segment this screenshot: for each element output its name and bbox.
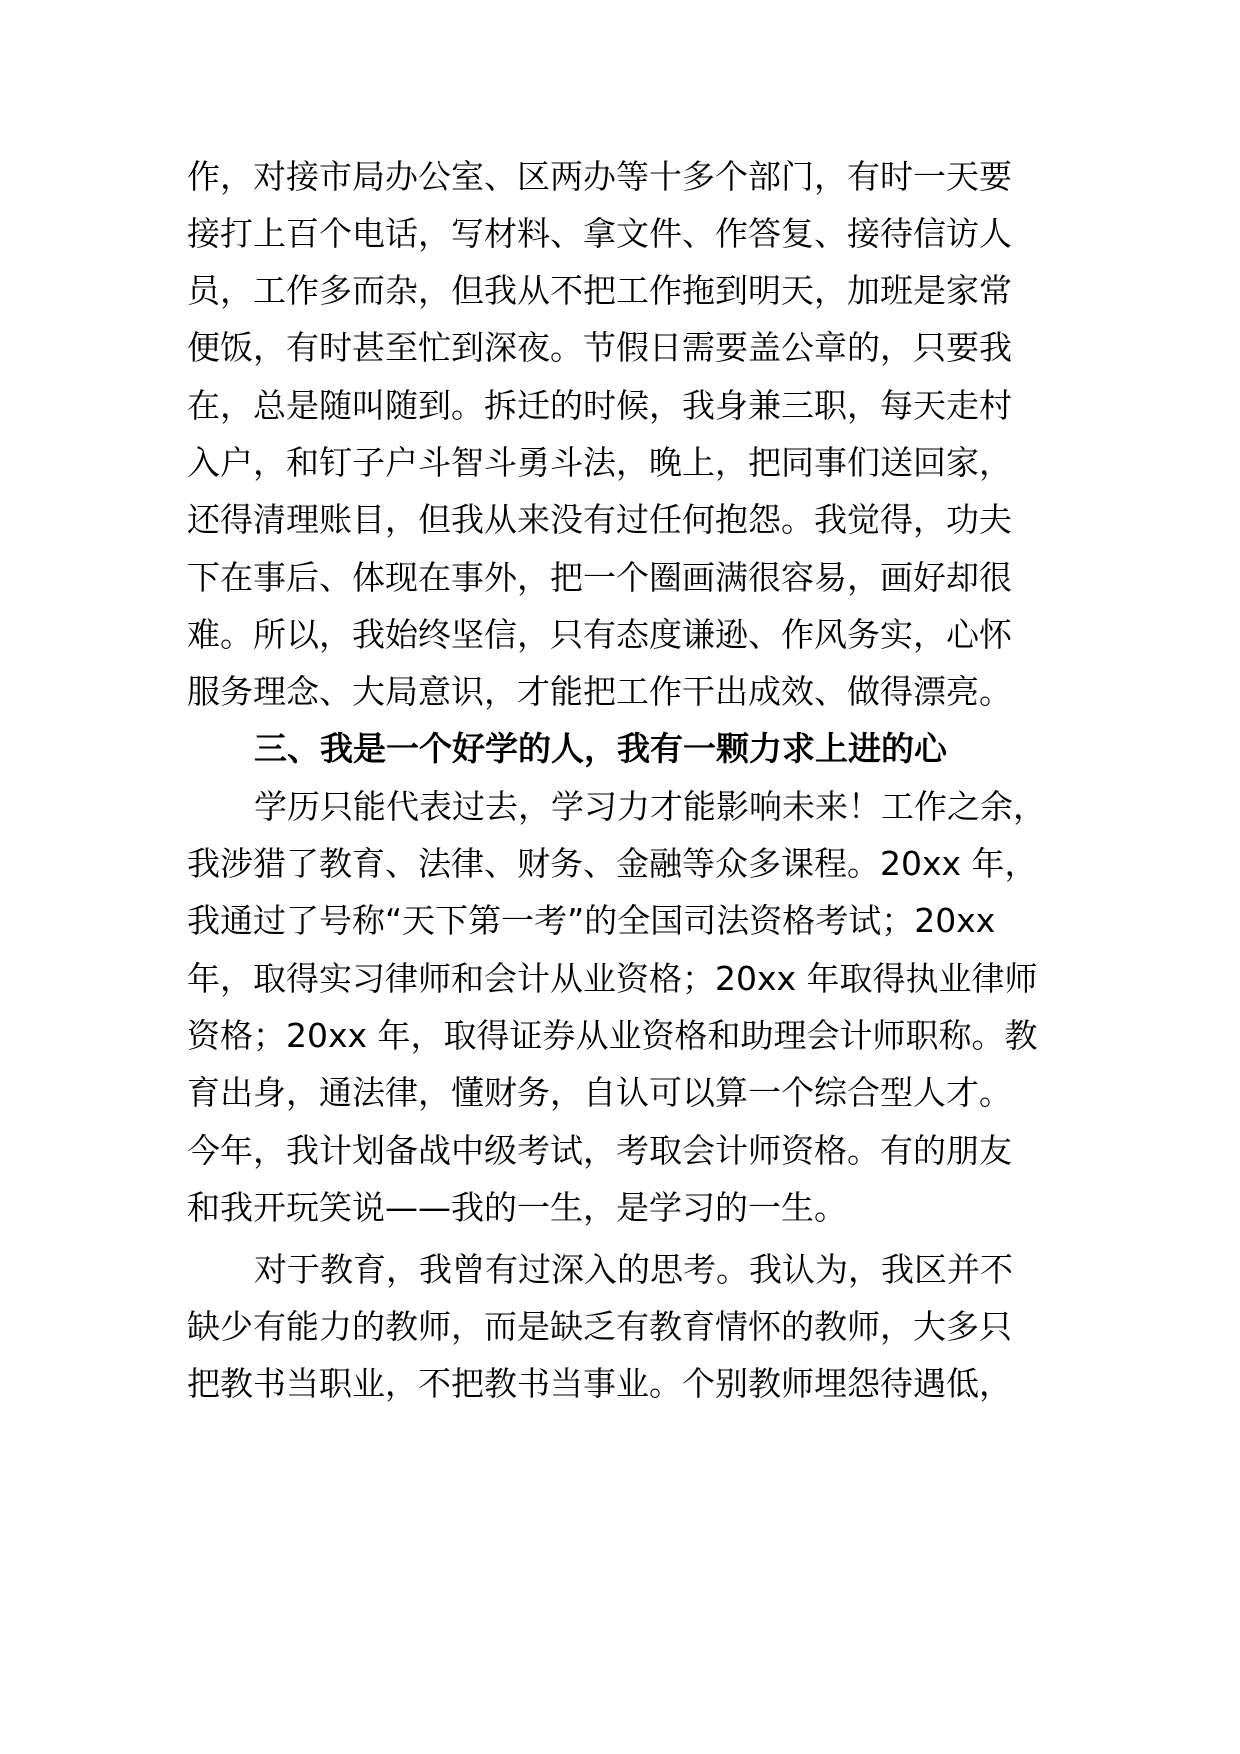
text-line: 对于教育，我曾有过深入的思考。我认为，我区并不 — [254, 1250, 1013, 1289]
text-line: 年，取得实习律师和会计从业资格；20xx 年取得执业律师 — [187, 959, 1038, 998]
section-heading: 三、我是一个好学的人，我有一颗力求上进的心 — [254, 729, 947, 768]
text-line: 今年，我计划备战中级考试，考取会计师资格。有的朋友 — [187, 1131, 1012, 1170]
text-line: 便饭，有时甚至忙到深夜。节假日需要盖公章的，只要我 — [187, 328, 1012, 367]
text-line: 服务理念、大局意识，才能把工作干出成效、做得漂亮。 — [187, 672, 1012, 711]
text-line: 还得清理账目，但我从来没有过任何抱怨。我觉得，功夫 — [187, 500, 1012, 539]
text-line: 入户，和钉子户斗智斗勇斗法，晚上，把同事们送回家， — [187, 443, 1012, 482]
text-line: 接打上百个电话，写材料、拿文件、作答复、接待信访人 — [187, 214, 1012, 253]
text-line: 员，工作多而杂，但我从不把工作拖到明天，加班是家常 — [187, 271, 1012, 310]
text-line: 资格；20xx 年，取得证券从业资格和助理会计师职称。教 — [187, 1016, 1038, 1055]
text-line: 育出身，通法律，懂财务，自认可以算一个综合型人才。 — [187, 1073, 1012, 1112]
text-line: 我通过了号称“天下第一考”的全国司法资格考试；20xx — [187, 901, 996, 940]
text-line: 难。所以，我始终坚信，只有态度谦逊、作风务实，心怀 — [187, 615, 1012, 654]
text-line: 在，总是随叫随到。拆迁的时候，我身兼三职，每天走村 — [187, 386, 1012, 425]
text-line: 作，对接市局办公室、区两办等十多个部门，有时一天要 — [187, 157, 1012, 196]
text-line: 下在事后、体现在事外，把一个圈画满很容易，画好却很 — [187, 558, 1012, 597]
text-line: 我涉猎了教育、法律、财务、金融等众多课程。20xx 年， — [187, 844, 1038, 883]
text-line: 缺少有能力的教师，而是缺乏有教育情怀的教师，大多只 — [187, 1307, 1012, 1346]
text-line: 学历只能代表过去，学习力才能影响未来！工作之余， — [254, 787, 1046, 826]
text-line: 和我开玩笑说——我的一生，是学习的一生。 — [187, 1188, 847, 1227]
text-line: 把教书当职业，不把教书当事业。个别教师埋怨待遇低， — [187, 1364, 1012, 1403]
